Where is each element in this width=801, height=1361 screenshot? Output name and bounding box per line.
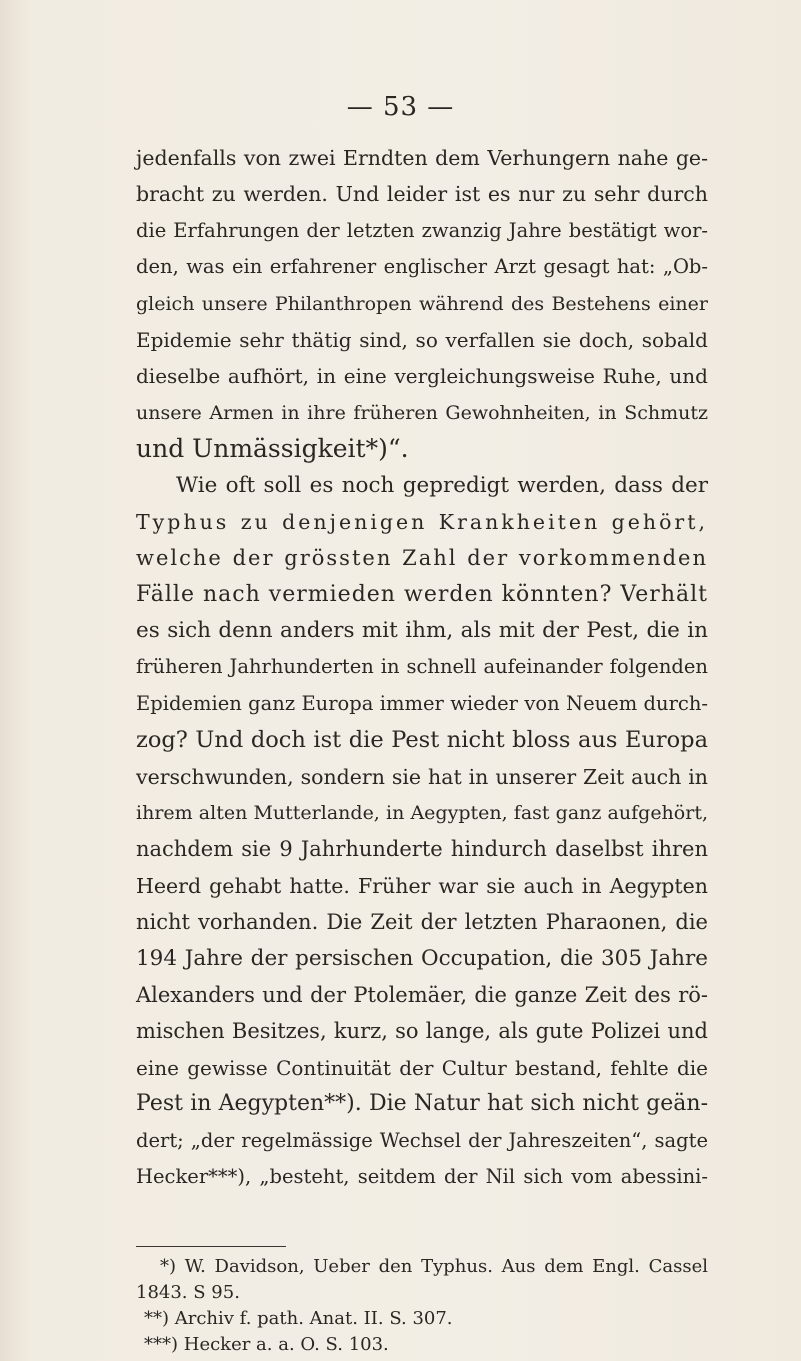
spaced-emphasis-line: Fälle nach vermieden werden könnten? Verhält	[136, 581, 708, 607]
text-line: nicht vorhanden. Die Zeit der letzten Pharaonen, die	[136, 910, 708, 935]
text-line: mischen Besitzes, kurz, so lange, als gute Polizei und	[136, 1019, 708, 1044]
text-line: den, was ein erfahrener englischer Arzt gesagt hat: „Ob-	[136, 255, 708, 279]
text-line: Heerd gehabt hatte. Früher war sie auch in Aegypten	[136, 873, 708, 898]
page-number: — 53 —	[346, 92, 455, 122]
text-line: und Unmässigkeit*)“.	[136, 434, 409, 464]
text-line: es sich denn anders mit ihm, als mit der Pest, die in	[136, 618, 708, 644]
footnote-line: **) Archiv f. path. Anat. II. S. 307.	[144, 1308, 453, 1329]
text-line: dert; „der regelmässige Wechsel der Jahreszeiten“, sagte	[136, 1128, 708, 1152]
footnote-line: *) W. Davidson, Ueber den Typhus. Aus dem Engl. Cassel	[160, 1256, 708, 1277]
text-line: früheren Jahrhunderten in schnell aufeinander folgenden	[136, 655, 708, 679]
spaced-emphasis-line: welche der grössten Zahl der vorkommenden	[136, 546, 708, 571]
footnotes	[136, 1254, 708, 1358]
text-line: zog? Und doch ist die Pest nicht bloss aus Europa	[136, 727, 708, 754]
text-line: nachdem sie 9 Jahrhunderte hindurch daselbst ihren	[136, 837, 708, 862]
text-line: Pest in Aegypten**). Die Natur hat sich nicht geän-	[136, 1091, 708, 1117]
body-text	[136, 140, 708, 1195]
text-line: bracht zu werden. Und leider ist es nur zu sehr durch	[136, 182, 708, 207]
text-line: Hecker***), „besteht, seitdem der Nil sich vom abessini-	[136, 1164, 708, 1188]
text-line: die Erfahrungen der letzten zwanzig Jahre bestätigt wor-	[136, 218, 708, 242]
footnote-line: 1843. S 95.	[136, 1282, 240, 1303]
text-line: gleich unsere Philanthropen während des Bestehens einer	[136, 292, 708, 315]
text-line: 194 Jahre der persischen Occupation, die 305 Jahre	[136, 945, 708, 971]
spaced-emphasis-line: Typhus zu denjenigen Krankheiten gehört,	[136, 509, 708, 534]
footnote-line: ***) Hecker a. a. O. S. 103.	[144, 1334, 389, 1355]
text-line: verschwunden, sondern sie hat in unserer Zeit auch in	[136, 764, 708, 789]
text-line: ihrem alten Mutterlande, in Aegypten, fast ganz aufgehört,	[136, 802, 708, 825]
text-line: jedenfalls von zwei Erndten dem Verhungern nahe ge-	[136, 146, 708, 170]
text-line: Epidemie sehr thätig sind, so verfallen sie doch, sobald	[136, 327, 708, 352]
text-line: dieselbe aufhört, in eine vergleichungsweise Ruhe, und	[136, 364, 708, 389]
text-line: eine gewisse Continuität der Cultur bestand, fehlte die	[136, 1055, 708, 1080]
text-line: Alexanders und der Ptolemäer, die ganze Zeit des rö-	[136, 982, 708, 1007]
paragraph-start-line: Wie oft soll es noch gepredigt werden, dass der	[176, 472, 708, 498]
text-line: Epidemien ganz Europa immer wieder von Neuem durch-	[136, 691, 708, 715]
footnote-divider	[136, 1246, 286, 1247]
text-line: unsere Armen in ihre früheren Gewohnheiten, in Schmutz	[136, 401, 708, 424]
